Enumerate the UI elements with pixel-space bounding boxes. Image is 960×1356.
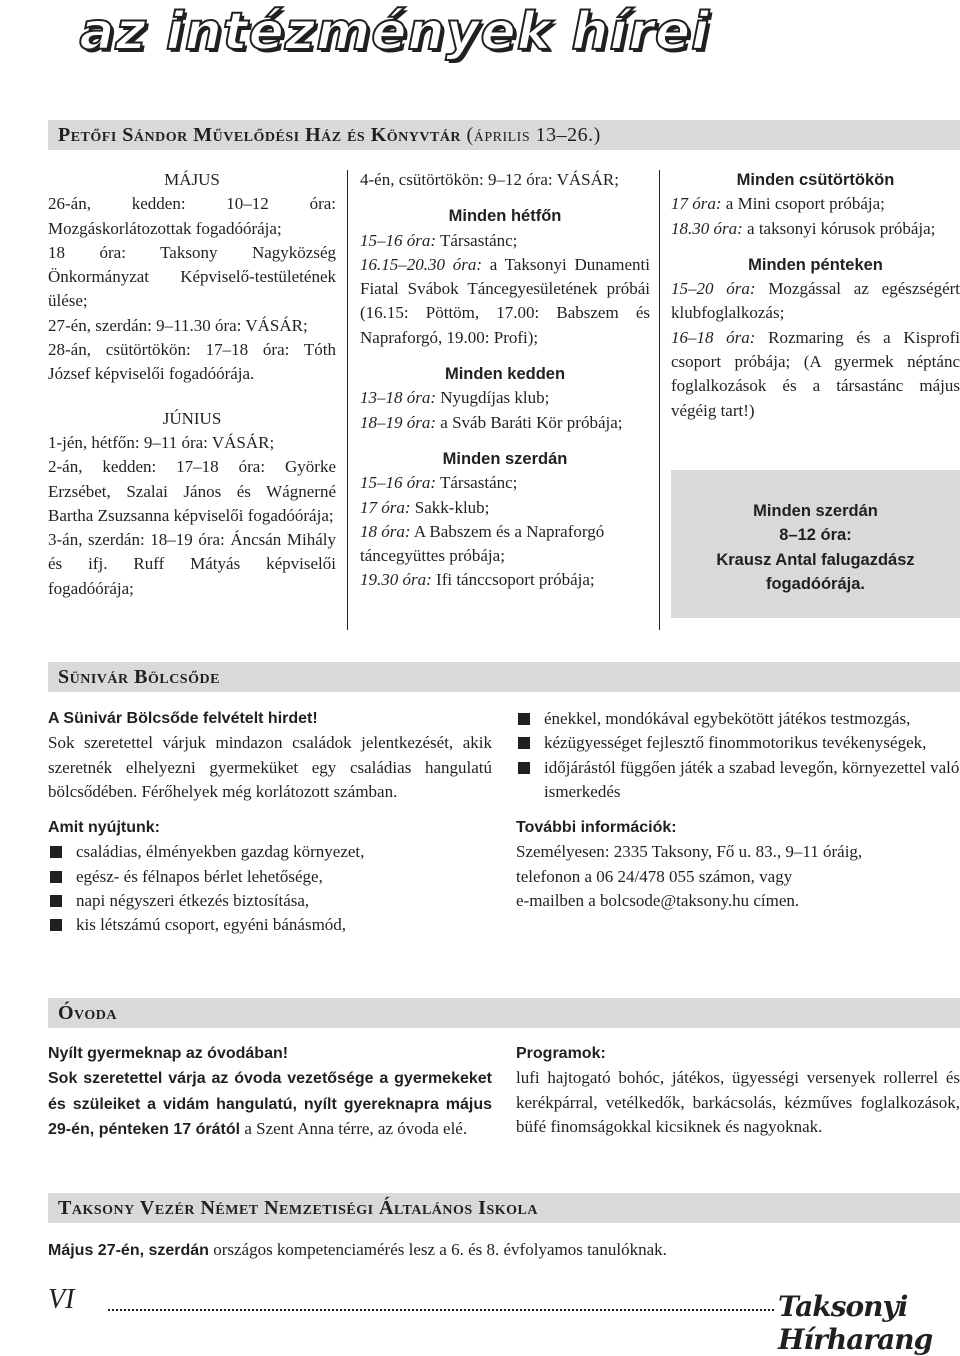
may-item: 26-án, kedden: 10–12 óra: Mozgáskorlátozottak fogadóórája; <box>48 194 336 238</box>
list-item: családias, élményekben gazdag környezet, <box>48 840 492 864</box>
programs-body: lufi hajtogató bohóc, játékos, ügyességi versenyek rollerrel és kerékpárral, vetélkedők, barkácsolás, kézműves foglalkozások, büfé finomságokkal kicsiknek és nagyoknak. <box>516 1068 960 1136</box>
ovoda-body: Sok szeretettel várja az óvoda vezetősége a gyermekeket és szüleiket a vidám hangulatú, nyílt gyereknapra május 29-én, pénteken 17 órától a Szent Anna térre, az óvoda elé. <box>48 1070 492 1138</box>
footer-dotted-rule <box>108 1309 774 1311</box>
offer-heading: Amit nyújtunk: <box>48 819 160 837</box>
may-item: 18 óra: Taksony Nagyközség Önkormányzat Képviselő-testületének ülése; <box>48 242 336 311</box>
wednesday-heading: Minden szerdán <box>442 449 568 468</box>
iskola-text <box>48 1238 960 1263</box>
section-title: Óvoda <box>58 1002 117 1024</box>
info-line: Személyesen: 2335 Taksony, Fő u. 83., 9–11 óráig, <box>516 842 863 862</box>
june-item: 3-án, szerdán: 18–19 óra: Áncsán Mihály és ifj. Ruff Mátyás képviselői fogadóórája; <box>48 530 336 598</box>
falugazdasz-notice-box <box>671 470 960 618</box>
wednesday-item: 18 óra: A Babszem és a Napraforgó táncegyüttes próbája; <box>360 521 605 566</box>
thursday-item: 17 óra: a Mini csoport próbája; <box>671 194 885 214</box>
bolcsode-left-column <box>48 707 492 938</box>
column-may-june <box>48 168 336 601</box>
programs-heading: Programok: <box>516 1045 606 1062</box>
box-line: 8–12 óra: <box>779 526 852 545</box>
may-item: 28-án, csütörtökön: 17–18 óra: Tóth József képviselői fogadóórája. <box>48 340 336 384</box>
section-title: Taksony Vezér Német Nemzetiségi Általános Iskola <box>58 1197 538 1219</box>
section-title: Sünivár Bölcsőde <box>58 666 220 688</box>
section-title: Petőfi Sándor Művelődési Ház és Könyvtár <box>58 124 462 146</box>
section-header-iskola <box>48 1193 960 1223</box>
column-divider <box>347 170 348 630</box>
bolcsode-right-column <box>516 707 960 913</box>
section-header-muvelodesi-haz <box>48 120 960 150</box>
monday-item: 15–16 óra: Társastánc; <box>360 230 518 250</box>
info-line: e-mailben a bolcsode@taksony.hu címen. <box>516 891 800 911</box>
info-heading: További információk: <box>516 819 677 837</box>
box-line: Krausz Antal falugazdász fogadóórája. <box>716 550 915 593</box>
may-heading: MÁJUS <box>164 170 220 189</box>
may-item: 27-én, szerdán: 9–11.30 óra: VÁSÁR; <box>48 315 308 335</box>
list-item: kis létszámú csoport, egyéni bánásmód, <box>48 913 492 937</box>
june-item: 1-jén, hétfőn: 9–11 óra: VÁSÁR; <box>48 432 275 452</box>
list-item: énekkel, mondókával egybekötött játékos testmozgás, <box>516 707 960 731</box>
column-weekly-thu-fri <box>671 168 960 423</box>
column-weekly-mon-wed <box>360 168 650 593</box>
masthead <box>0 0 960 72</box>
tuesday-heading: Minden kedden <box>444 365 566 384</box>
publication-name: Taksonyi Hírharang <box>778 1290 933 1356</box>
section-header-bolcsode <box>48 662 960 692</box>
monday-item: 16.15–20.30 óra: a Taksonyi Dunamenti Fiatal Svábok Táncegyesületének próbái (16.15: Pöttöm, 17.00: Babszem és Napraforgó, 19.00: Profi); <box>360 254 651 347</box>
info-line: telefonon a 06 24/478 055 számon, vagy <box>516 866 793 886</box>
thursday-heading: Minden csütörtökön <box>736 171 895 189</box>
list-item: napi négyszeri étkezés biztosítása, <box>48 889 492 913</box>
wednesday-item: 15–16 óra: Társastánc; <box>360 473 518 493</box>
thursday-item: 18.30 óra: a taksonyi kórusok próbája; <box>671 218 936 238</box>
ovoda-headline: Nyílt gyermeknap az óvodában! <box>48 1045 289 1062</box>
june-item: 2-án, kedden: 17–18 óra: Györke Erzsébet, Szalai János és Wágnerné Bartha Zsuzsanna képviselői fogadóórája; <box>48 457 336 525</box>
list-item: kézügyességet fejlesztő finommotorikus tevékenységek, <box>516 731 960 755</box>
box-line: Minden szerdán <box>753 502 878 520</box>
offer-list-continued <box>516 707 960 804</box>
iskola-notice: Május 27-én, szerdán országos kompetenciamérés lesz a 6. és 8. évfolyamos tanulóknak. <box>48 1240 667 1259</box>
friday-item: 16–18 óra: Rozmaring és a Kisprofi csoport próbája; (A gyermek néptánc foglalkozások és a társastánc május végéig tart!) <box>671 327 960 420</box>
section-header-ovoda <box>48 998 960 1028</box>
friday-item: 15–20 óra: Mozgással az egészségért klubfoglalkozás; <box>671 279 960 323</box>
list-item: időjárástól függően játék a szabad levegőn, környezettel való ismerkedés <box>516 756 960 805</box>
intro-item: 4-én, csütörtökön: 9–12 óra: VÁSÁR; <box>360 170 619 189</box>
tuesday-item: 18–19 óra: a Sváb Baráti Kör próbája; <box>360 412 623 432</box>
wednesday-item: 19.30 óra: Ifi tánccsoport próbája; <box>360 570 595 590</box>
page-number: VI <box>48 1284 75 1315</box>
monday-heading: Minden hétfőn <box>448 207 562 226</box>
ovoda-left-column <box>48 1042 492 1142</box>
june-heading: JÚNIUS <box>162 408 222 428</box>
ovoda-right-column <box>516 1042 960 1139</box>
bolcsode-body: Sok szeretettel várjuk mindazon családok jelentkezését, akik szeretnék elhelyezni gyermeküket egy családias hangulatú bölcsődében. Férőhelyek még korlátozott számban. <box>48 733 492 801</box>
friday-heading: Minden pénteken <box>748 255 883 274</box>
bolcsode-headline: A Sünivár Bölcsőde felvételt hirdet! <box>48 710 318 727</box>
column-divider <box>659 170 660 630</box>
tuesday-item: 13–18 óra: Nyugdíjas klub; <box>360 388 550 408</box>
section-subtitle: (április 13–26.) <box>466 124 601 146</box>
masthead-title: az intézmények hírei <box>79 2 710 62</box>
offer-list <box>48 840 492 937</box>
wednesday-item: 17 óra: Sakk-klub; <box>360 497 490 517</box>
list-item: egész- és félnapos bérlet lehetősége, <box>48 865 492 889</box>
